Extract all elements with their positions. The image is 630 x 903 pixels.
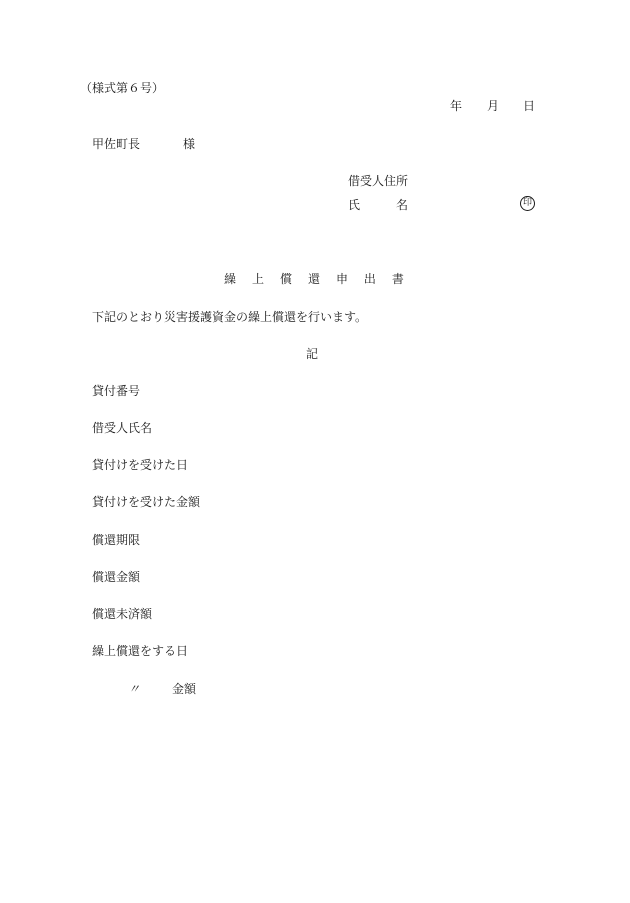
- borrower-address-label: 借受人住所: [348, 174, 409, 188]
- addressee-suffix: 様: [183, 137, 196, 151]
- item-repayment-amount: 償還金額: [92, 570, 141, 584]
- item-loan-date: 貸付けを受けた日: [92, 458, 189, 472]
- item-early-repayment-date: 繰上償還をする日: [92, 644, 189, 658]
- item-loan-number: 貸付番号: [92, 384, 141, 398]
- date-month-label: 月: [487, 99, 500, 113]
- date-day-label: 日: [523, 99, 536, 113]
- form-number: （様式第６号）: [80, 81, 165, 95]
- date-year-label: 年: [450, 99, 463, 113]
- borrower-name-label-second: 名: [396, 198, 409, 212]
- addressee-name: 甲佐町長: [92, 137, 141, 151]
- title-char: 還: [307, 272, 320, 286]
- ki-heading: 記: [306, 347, 319, 361]
- seal-mark-icon: 印: [520, 196, 535, 211]
- title-char: 出: [363, 272, 376, 286]
- item-unpaid-amount: 償還未済額: [92, 607, 153, 621]
- ditto-amount-label: 金額: [172, 682, 197, 696]
- title-char: 申: [335, 272, 348, 286]
- title-char: 償: [279, 272, 292, 286]
- title-char: 書: [391, 272, 404, 286]
- item-repayment-deadline: 償還期限: [92, 533, 141, 547]
- document-title: [224, 273, 404, 285]
- title-char: 上: [251, 272, 264, 286]
- intro-text: 下記のとおり災害援護資金の繰上償還を行います。: [92, 310, 368, 324]
- ditto-mark: 〃: [128, 682, 141, 696]
- borrower-name-label-first: 氏: [348, 198, 361, 212]
- title-char: 繰: [224, 272, 237, 286]
- item-loan-amount: 貸付けを受けた金額: [92, 495, 201, 509]
- item-borrower-name: 借受人氏名: [92, 421, 153, 435]
